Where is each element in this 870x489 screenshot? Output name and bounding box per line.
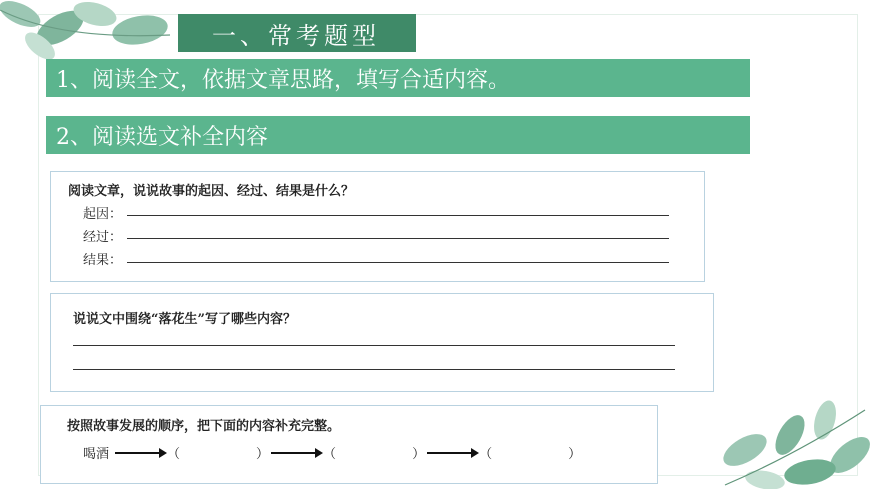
sequence-flow xyxy=(83,443,581,462)
row-label-result: 结果： xyxy=(83,253,123,268)
row-label-cause: 起因： xyxy=(83,207,123,222)
question-box-sequence xyxy=(40,405,658,484)
open-paren: （ xyxy=(479,447,493,462)
answer-line-result[interactable] xyxy=(127,262,669,263)
answer-line-2[interactable] xyxy=(73,369,675,370)
arrow-right-icon xyxy=(271,452,321,454)
answer-line-1[interactable] xyxy=(73,345,675,346)
instruction-bar-1: 1、阅读全文，依据文章思路，填写合适内容。 xyxy=(46,59,750,97)
open-paren: （ xyxy=(323,447,337,462)
close-paren: ） xyxy=(412,447,426,462)
instruction-bar-2: 2、阅读选文补全内容 xyxy=(46,116,750,154)
answer-line-process[interactable] xyxy=(127,238,669,239)
arrow-right-icon xyxy=(427,452,477,454)
answer-line-cause[interactable] xyxy=(127,215,669,216)
open-paren: （ xyxy=(167,447,181,462)
leaf-decoration-icon xyxy=(715,400,870,489)
question-text: 说说文中围绕“落花生”写了哪些内容？ xyxy=(73,312,296,327)
question-text: 按照故事发展的顺序，把下面的内容补充完整。 xyxy=(67,419,341,434)
sequence-start: 喝酒 xyxy=(83,447,110,462)
row-label-process: 经过： xyxy=(83,230,123,245)
close-paren: ） xyxy=(256,447,270,462)
arrow-right-icon xyxy=(115,452,165,454)
question-box-cause-process-result xyxy=(50,171,705,282)
question-text: 阅读文章，说说故事的起因、经过、结果是什么？ xyxy=(68,184,355,199)
question-box-peanut xyxy=(50,293,714,392)
close-paren: ） xyxy=(568,447,582,462)
section-title: 一、常考题型 xyxy=(178,14,416,52)
